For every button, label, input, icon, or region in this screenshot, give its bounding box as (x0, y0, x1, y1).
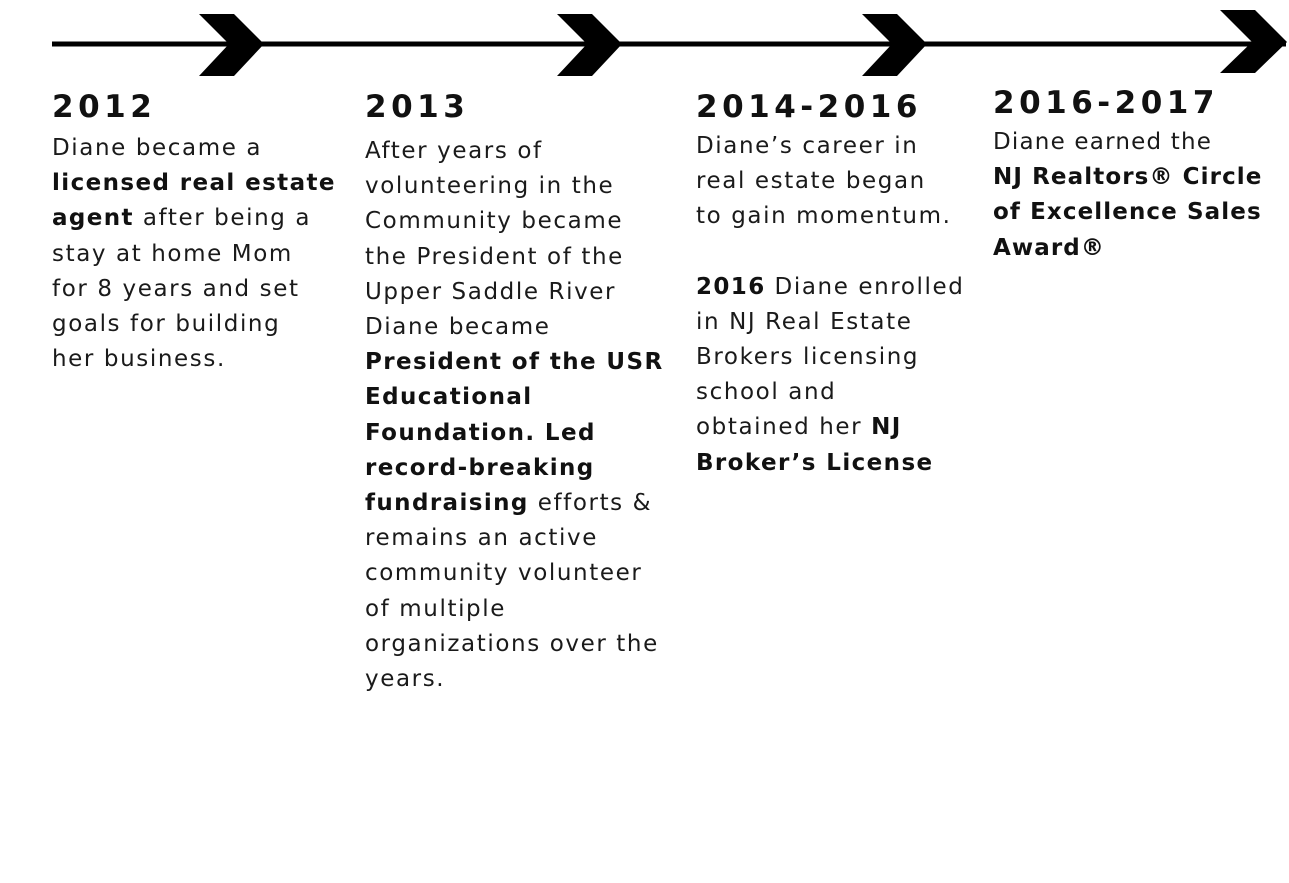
text-line (365, 521, 685, 556)
text: After years of (365, 138, 543, 164)
text: in NJ Real Estate (696, 308, 913, 335)
text-line (365, 345, 685, 380)
text-line (365, 275, 685, 310)
text-line (52, 166, 352, 201)
text-line (365, 486, 685, 521)
text: school and (696, 379, 837, 406)
text: to gain momentum. (696, 203, 952, 230)
text-line (696, 129, 981, 164)
text-line (365, 451, 685, 486)
bold-text: NJ (871, 414, 902, 441)
text: organizations over the (365, 630, 659, 657)
text-line (365, 310, 685, 345)
entry-description (365, 134, 685, 697)
text-line (52, 307, 352, 342)
text: stay at home Mom (52, 240, 293, 267)
text: Upper Saddle River (365, 278, 617, 305)
entry-description (993, 125, 1287, 266)
text: Diane’s career in (696, 133, 919, 159)
text-line (993, 160, 1287, 195)
text-line (365, 169, 685, 204)
text-line (365, 416, 685, 451)
entry-year: 2016-2017 (993, 85, 1219, 121)
text-line (365, 662, 685, 697)
text-line (52, 342, 352, 377)
entry-year: 2014-2016 (696, 89, 922, 125)
bold-text: Broker’s License (696, 449, 934, 476)
text: Community became (365, 208, 624, 235)
entry-year: 2012 (52, 89, 157, 125)
timeline-entry-2016-2017 (993, 85, 1287, 266)
text-line (993, 195, 1287, 230)
timeline-entry-2012 (52, 89, 352, 377)
text-line (365, 592, 685, 627)
entry-description-2016 (696, 270, 981, 481)
bold-text: 2016 (696, 273, 766, 300)
text: Diane earned the (993, 129, 1213, 155)
text-line (52, 201, 352, 236)
bold-text: of Excellence Sales (993, 199, 1262, 226)
text-line (365, 380, 685, 415)
text-line (993, 125, 1287, 160)
text: Diane enrolled (765, 273, 965, 300)
text-line (696, 340, 981, 375)
text: goals for building (52, 311, 281, 338)
timeline-entry-2013 (365, 89, 685, 697)
text-line (52, 237, 352, 272)
text-line (365, 556, 685, 591)
text: obtained her (696, 414, 872, 441)
timeline-entry-2014-2016 (696, 89, 981, 481)
entry-description (52, 131, 352, 377)
text: real estate began (696, 168, 926, 195)
text: after being a (133, 205, 312, 232)
bold-text: licensed real estate (52, 170, 336, 197)
text-line (365, 134, 685, 169)
text-line (52, 272, 352, 307)
text: her business. (52, 346, 226, 373)
text-line (365, 240, 685, 275)
text-line (696, 164, 981, 199)
text-line (365, 204, 685, 239)
text-line (696, 446, 981, 481)
text: Diane became a (52, 135, 263, 161)
bold-text: Educational (365, 384, 533, 411)
text-line (696, 270, 981, 305)
bold-text: NJ Realtors® Circle (993, 164, 1263, 191)
text-line (52, 131, 352, 166)
text: Brokers licensing (696, 344, 920, 371)
text-line (696, 199, 981, 234)
text-line (696, 410, 981, 445)
bold-text: President of the USR (365, 349, 664, 376)
text: Diane became (365, 314, 551, 341)
text: efforts & (528, 490, 653, 517)
text: volunteering in the (365, 173, 615, 200)
text: for 8 years and set (52, 275, 300, 302)
bold-text: agent (52, 205, 134, 232)
bold-text: Foundation. Led (365, 419, 596, 446)
text-line (365, 627, 685, 662)
text: years. (365, 666, 446, 693)
text-line (993, 231, 1287, 266)
text: community volunteer (365, 560, 643, 587)
entry-year: 2013 (365, 89, 470, 125)
text: of multiple (365, 595, 507, 622)
bold-text: fundraising (365, 490, 529, 517)
text-line (696, 375, 981, 410)
text: remains an active (365, 525, 598, 552)
text-line (696, 305, 981, 340)
bold-text: Award® (993, 234, 1105, 261)
bold-text: record-breaking (365, 454, 595, 481)
entry-description (696, 129, 981, 235)
text: the President of the (365, 243, 624, 270)
timeline-arrows (0, 0, 1289, 90)
